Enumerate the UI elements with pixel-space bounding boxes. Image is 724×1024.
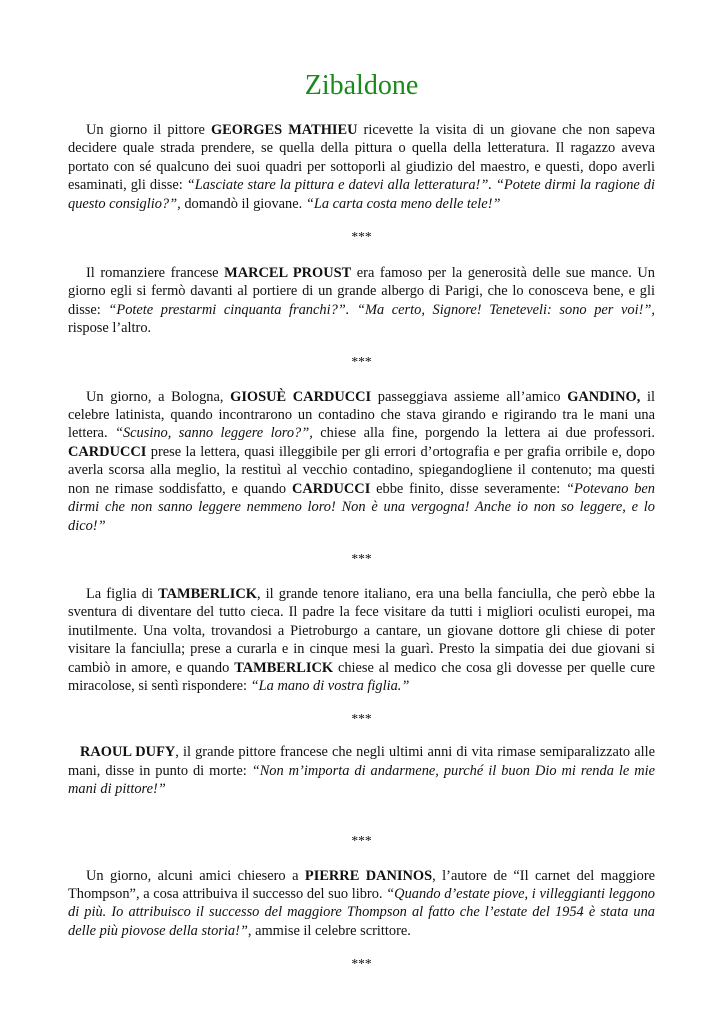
quoted-speech: “Quando d’estate piove, i villeggianti leggono di più. Io attribuisco il successo del maggiore Thompson al fatto che l’estate del 1954 è stata una delle più piovose della storia!” [68,885,655,939]
story-text: chiese al medico che cosa gli dovesse per quelle cure miracolose, si sentì rispondere: [68,659,656,694]
quoted-speech: “La mano di vostra figlia.” [250,677,410,694]
story-text: Il romanziere francese [86,265,225,282]
person-name: PIERRE DANINOS [304,867,433,884]
section-separator: *** [351,956,372,972]
quoted-speech: “Potete prestarmi cinquanta franchi?”. “Ma certo, Signore! Teneteveli: sono per voi!”, [108,301,655,318]
story-text: , il grande tenore italiano, era una bella fanciulla, che però ebbe la sventura di diventare del tutto cieca. Il padre la fece visitare da tutti i migliori oculisti europei, ma inutilmente. Una volta, trovandosi a Pietroburgo a cantare, un giovane dottore gli chiese di poter visitare la fanciulla; prese a curarla e in cinque mesi la guarì. Presto la simpatia dei due giovani si cambiò in amore, e quando [68,585,655,676]
person-name: MARCEL PROUST [224,265,352,282]
person-name: GANDINO, [567,388,641,405]
story-text: passeggiava assieme all’amico [371,388,568,405]
person-name: GIOSUÈ CARDUCCI [230,388,372,405]
person-name: TAMBERLICK [234,659,334,676]
story-text: ebbe finito, disse severamente: [370,480,567,497]
page-title: Zibaldone [304,70,419,101]
quoted-speech: “La carta costa meno delle tele!” [305,195,501,212]
story-text: Un giorno, alcuni amici chiesero a [86,867,305,884]
story-paragraph [68,264,655,338]
story-text: Un giorno, a Bologna, [86,388,231,405]
section-separator: *** [351,229,372,245]
quoted-speech: “Lasciate stare la pittura e datevi alla letteratura!”. “Potete dirmi la ragione di questo consiglio?”, [68,177,655,212]
story-text: rispose l’altro. [68,320,152,337]
story-text: prese la lettera, quasi illeggibile per gli errori d’ortografia e per grafia orribile e, dopo averla scorsa alla meglio, la restituì al vecchio contadino, spiegandogliene il contenuto; ma questi non ne rimase soddisfatto, e quando [68,443,655,497]
person-name: RAOUL DUFY [80,744,176,761]
person-name: CARDUCCI [291,480,371,497]
story-paragraph [68,867,655,941]
story-text: , ammise il celebre scrittore. [247,922,411,939]
story-text: La figlia di [86,585,159,602]
section-separator: *** [351,550,372,566]
story-text: , il grande pittore francese che negli ultimi anni di vita rimase semiparalizzato alle mani, disse in punto di morte: [68,744,656,779]
section-separator: *** [351,353,372,369]
story-text: il celebre latinista, quando incontrarono un contadino che stava girando e rigirando tra le mani una lettera. [68,388,655,442]
story-text: domandò il giovane. [180,195,306,212]
story-paragraph [68,388,655,535]
section-separator: *** [351,832,372,848]
quoted-speech: “Non m’importa di andarmene, purché il buon Dio mi renda le mie mani di pittore!” [68,762,655,798]
story-text: , l’autore de “Il carnet del maggiore Thompson”, a cosa attribuiva il successo del suo libro. [68,867,656,902]
story-text: chiese alla fine, porgendo la lettera ai due professori. [312,425,655,442]
story-paragraph [68,743,655,798]
section-separator: *** [351,711,372,727]
quoted-speech: “Potevano ben dirmi che non sanno leggere nemmeno loro! Non è una vergogna! Anche io non so leggere, e lo dico!” [68,480,655,534]
story-text: era famoso per la generosità delle sue mance. Un giorno egli si fermò davanti al portiere di un grande albergo di Parigi, che lo conosceva bene, e gli disse: [68,265,656,318]
person-name: GEORGES MATHIEU [210,122,358,138]
person-name: TAMBERLICK [158,585,257,602]
person-name: CARDUCCI [68,443,147,460]
story-text: ricevette la visita di un giovane che non sapeva decidere quale strada prendere, se quella della pittura o quella della letteratura. Il ragazzo aveva portato con sé qualcuno dei suoi quadri per sottoporli al giudizio del maestro, e questi, dopo averli esaminati, gli disse: [68,122,655,194]
story-paragraph [68,585,655,695]
story-paragraph [68,121,655,213]
document-page [68,68,655,972]
story-text: Un giorno il pittore [86,122,211,138]
quoted-speech: “Scusino, sanno leggere loro?”, [114,425,313,442]
